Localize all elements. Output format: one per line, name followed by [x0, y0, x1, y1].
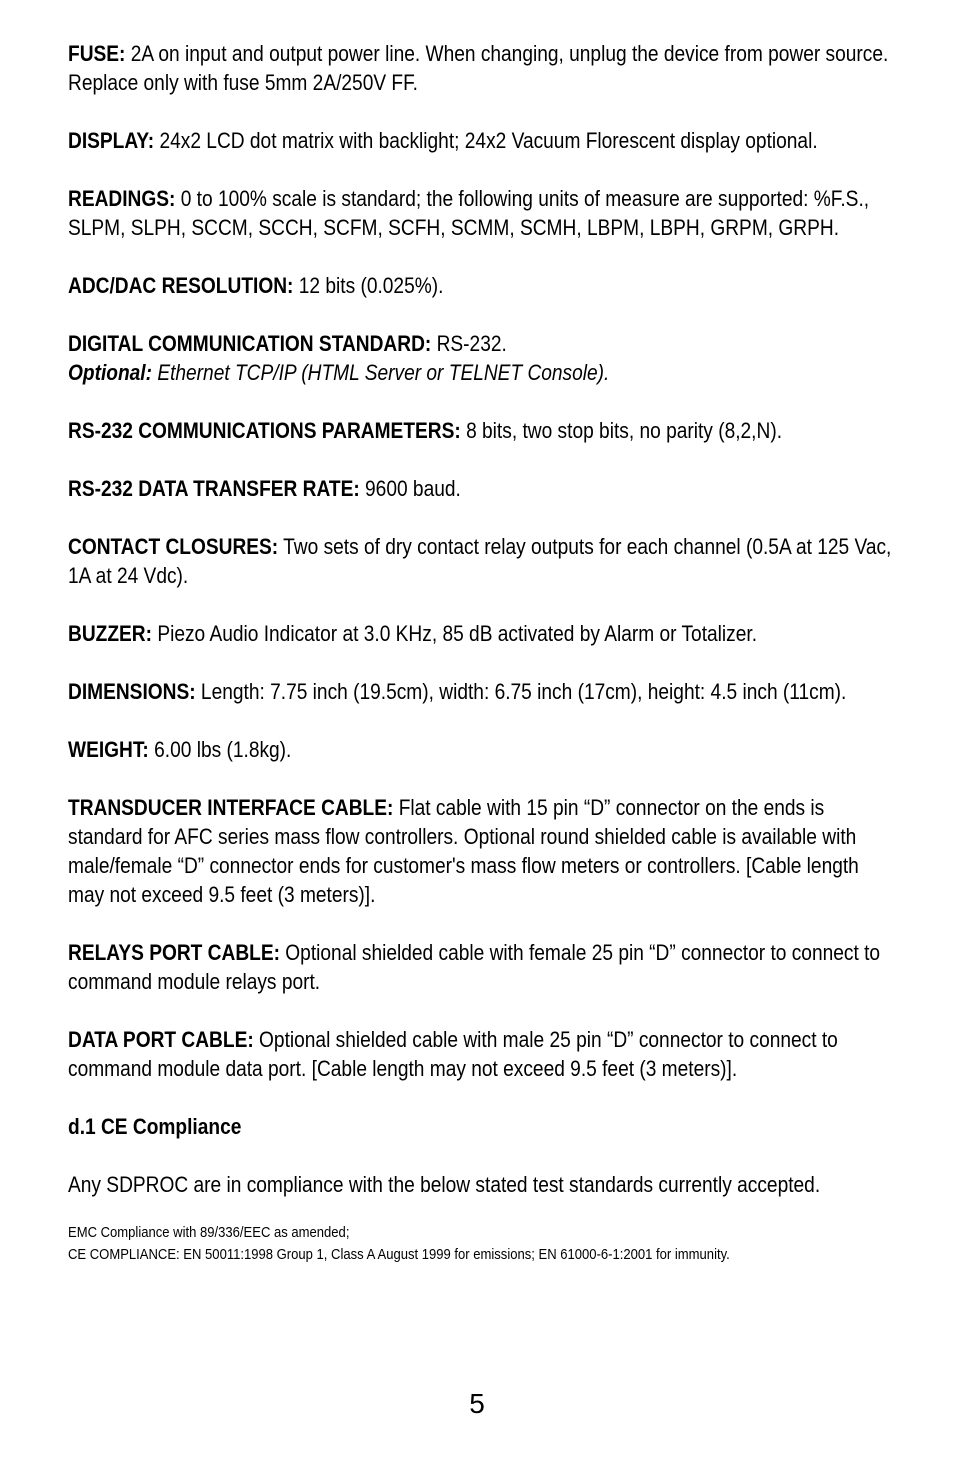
spec-label: RS-232 COMMUNICATIONS PARAMETERS: [68, 418, 461, 443]
spec-contact-closures [68, 532, 898, 590]
spec-label: ADC/DAC RESOLUTION: [68, 273, 294, 298]
spec-label: DISPLAY: [68, 128, 155, 153]
compliance-intro: Any SDPROC are in compliance with the below stated test standards currently accepted. [68, 1172, 821, 1197]
spec-label: CONTACT CLOSURES: [68, 534, 279, 559]
spec-rs232-data-transfer-rate [68, 474, 898, 503]
spec-label: DIGITAL COMMUNICATION STANDARD: [68, 331, 432, 356]
page-number: 5 [469, 1388, 485, 1419]
spec-label: RS-232 DATA TRANSFER RATE: [68, 476, 360, 501]
optional-line [68, 358, 898, 387]
section-heading-ce-compliance: d.1 CE Compliance [68, 1114, 242, 1139]
spec-dimensions [68, 677, 898, 706]
spec-rs232-communications-parameters [68, 416, 898, 445]
compliance-note-ce: CE COMPLIANCE: EN 50011:1998 Group 1, Class A August 1999 for emissions; EN 61000-6-1:2001 for immunity. [68, 1246, 730, 1263]
page-content [68, 39, 898, 1266]
spec-text: Length: 7.75 inch (19.5cm), width: 6.75 inch (17cm), height: 4.5 inch (11cm). [195, 679, 847, 704]
optional-label: Optional: [68, 360, 152, 385]
spec-text: 12 bits (0.025%). [293, 273, 444, 298]
spec-text: 8 bits, two stop bits, no parity (8,2,N). [460, 418, 783, 443]
spec-text: RS-232. [431, 331, 507, 356]
spec-label: DIMENSIONS: [68, 679, 196, 704]
spec-text: 9600 baud. [359, 476, 461, 501]
spec-label: FUSE: [68, 41, 126, 66]
spec-label: WEIGHT: [68, 737, 149, 762]
spec-text: 24x2 LCD dot matrix with backlight; 24x2 Vacuum Florescent display optional. [154, 128, 818, 153]
spec-text: 0 to 100% scale is standard; the following units of measure are supported: %F.S., SLPM, SLPH, SCCM, SCCH, SCFM, SCFH, SCMM, SCMH, LBPM, LBPH, GRPM, GRPH. [68, 186, 870, 240]
spec-data-port-cable [68, 1025, 898, 1083]
spec-display [68, 126, 898, 155]
spec-fuse [68, 39, 898, 97]
spec-label: DATA PORT CABLE: [68, 1027, 254, 1052]
compliance-notes [68, 1222, 898, 1266]
spec-text: Optional shielded cable with female 25 pin “D” connector to connect to command module relays port. [68, 940, 881, 994]
spec-digital-communication-standard [68, 329, 898, 387]
spec-label: TRANSDUCER INTERFACE CABLE: [68, 795, 394, 820]
spec-text: Two sets of dry contact relay outputs for each channel (0.5A at 125 Vac, 1A at 24 Vdc). [68, 534, 892, 588]
spec-text: Flat cable with 15 pin “D” connector on the ends is standard for AFC series mass flow controllers. Optional round shielded cable is available with male/female “D” connector ends for customer's mass flow meters or controllers. [Cable length may not exceed 9.5 feet (3 meters)]. [68, 795, 859, 907]
spec-text: 6.00 lbs (1.8kg). [148, 737, 292, 762]
spec-readings [68, 184, 898, 242]
spec-text: Piezo Audio Indicator at 3.0 KHz, 85 dB activated by Alarm or Totalizer. [151, 621, 758, 646]
spec-weight [68, 735, 898, 764]
spec-adc-dac-resolution [68, 271, 898, 300]
optional-text: Ethernet TCP/IP (HTML Server or TELNET Console). [151, 360, 610, 385]
spec-label: RELAYS PORT CABLE: [68, 940, 280, 965]
compliance-note-emc: EMC Compliance with 89/336/EEC as amended; [68, 1224, 350, 1241]
spec-text: Optional shielded cable with male 25 pin “D” connector to connect to command module data port. [Cable length may not exceed 9.5 feet (3 meters)]. [68, 1027, 838, 1081]
spec-transducer-interface-cable [68, 793, 898, 909]
spec-text: 2A on input and output power line. When changing, unplug the device from power source. Replace only with fuse 5mm 2A/250V FF. [68, 41, 889, 95]
spec-relays-port-cable [68, 938, 898, 996]
spec-buzzer [68, 619, 898, 648]
spec-label: BUZZER: [68, 621, 152, 646]
spec-label: READINGS: [68, 186, 176, 211]
